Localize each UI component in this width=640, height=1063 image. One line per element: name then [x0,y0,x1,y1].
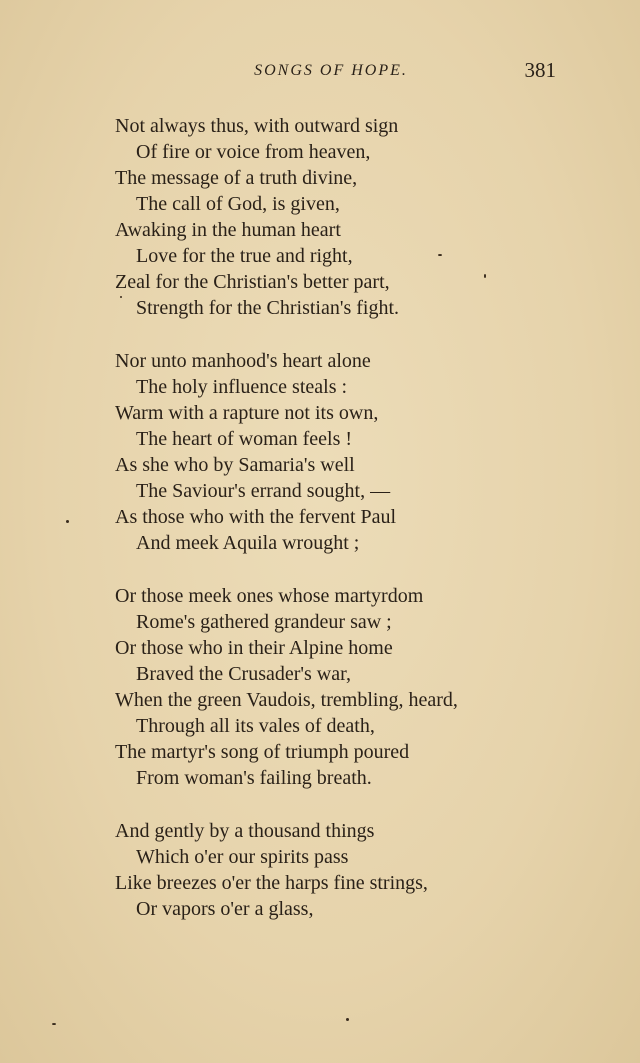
poem-line: The martyr's song of triumph poured [115,741,410,763]
poem-line: The message of a truth divine, [115,167,358,189]
poem-line: From woman's failing breath. [136,767,372,789]
poem-line: Not always thus, with outward sign [115,115,399,137]
running-title: SONGS OF HOPE. [254,62,408,79]
stanza [115,348,535,556]
paper-speck [66,520,69,523]
poem-line: And meek Aquila wrought ; [136,532,360,554]
poem-line: And gently by a thousand things [115,820,375,842]
poem-line: Zeal for the Christian's better part, [115,271,390,293]
paper-speck [484,274,486,278]
poem-line: The Saviour's errand sought, — [136,480,391,502]
poem-line: Through all its vales of death, [136,715,375,737]
poem-line: Love for the true and right, [136,245,353,267]
paper-speck [52,1023,56,1025]
poem-line: Warm with a rapture not its own, [115,402,379,424]
paper-speck [120,296,122,298]
poem-line: Rome's gathered grandeur saw ; [136,611,392,633]
poem-line: As those who with the fervent Paul [115,506,397,528]
poem-line: As she who by Samaria's well [115,454,355,476]
poem [115,113,535,949]
poem-line: Or those who in their Alpine home [115,637,393,659]
page-number: 381 [524,58,556,82]
stanza [115,583,535,791]
poem-line: The call of God, is given, [136,193,340,215]
poem-line: Or vapors o'er a glass, [136,898,314,920]
paper-speck [346,1018,349,1021]
poem-line: The holy influence steals : [136,376,348,398]
poem-line: Like breezes o'er the harps fine strings, [115,872,428,894]
stanza [115,113,535,321]
poem-line: Braved the Crusader's war, [136,663,351,685]
poem-line: Which o'er our spirits pass [136,846,349,868]
poem-line: When the green Vaudois, trembling, heard, [115,689,458,711]
poem-line: The heart of woman feels ! [136,428,353,450]
poem-line: Of fire or voice from heaven, [136,141,371,163]
stanza [115,818,535,922]
paper-speck [438,254,442,256]
poem-line: Or those meek ones whose martyrdom [115,585,424,607]
poem-line: Nor unto manhood's heart alone [115,350,371,372]
poem-line: Awaking in the human heart [115,219,341,241]
poem-line: Strength for the Christian's fight. [136,297,400,319]
